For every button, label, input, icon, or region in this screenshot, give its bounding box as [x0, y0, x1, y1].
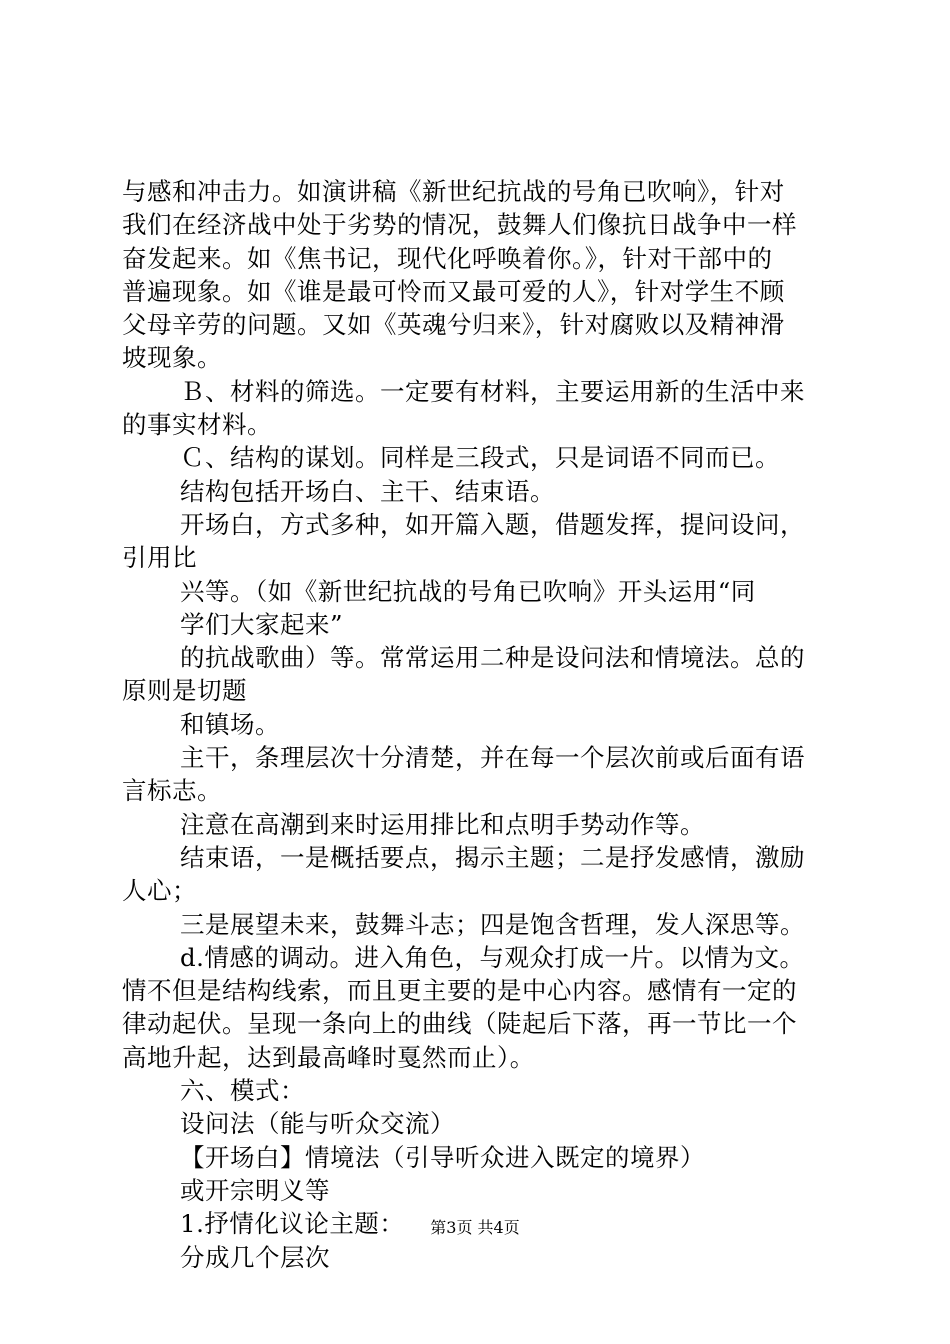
- text-line-6: 坡现象。: [122, 343, 222, 373]
- text-line-15: 的抗战歌曲）等。常常运用二种是设问法和情境法。总的: [180, 643, 805, 673]
- text-line-1: 与感和冲击力。如演讲稿《新世纪抗战的号角已吹响》，针对: [122, 177, 785, 206]
- text-line-23: 三是展望未来，鼓舞斗志；四是饱含哲理，发人深思等。: [180, 909, 805, 939]
- text-line-7: Ｂ、材料的筛选。一定要有材料，主要运用新的生活中来: [180, 376, 805, 406]
- text-line-10: 结构包括开场白、主干、结束语。: [180, 476, 555, 506]
- text-line-27: 高地升起，达到最高峰时戛然而止）。: [122, 1042, 535, 1072]
- text-line-32: 1.抒情化议论主题：: [180, 1209, 405, 1239]
- text-line-24: d.情感的调动。进入角色，与观众打成一片。以情为文。: [180, 942, 805, 972]
- text-line-17: 和镇场。: [180, 709, 280, 739]
- text-line-30: 【开场白】情境法（引导听众进入既定的境界）: [180, 1142, 705, 1172]
- text-line-13: 兴等。（如《新世纪抗战的号角已吹响》开头运用“同: [180, 576, 756, 606]
- text-line-3: 奋发起来。如《焦书记，现代化呼唤着你。》，针对干部中的: [122, 243, 773, 273]
- text-line-9: Ｃ、结构的谋划。同样是三段式，只是词语不同而已。: [180, 443, 780, 473]
- text-line-21: 结束语，一是概括要点，揭示主题；二是抒发感情，激励: [180, 842, 805, 872]
- text-line-2: 我们在经济战中处于劣势的情况，鼓舞人们像抗日战争中一样: [122, 210, 797, 240]
- text-line-16: 原则是切题: [122, 676, 247, 706]
- text-line-12: 引用比: [122, 543, 197, 573]
- page-footer: 第3页 共4页: [430, 1218, 520, 1237]
- text-line-11: 开场白，方式多种，如开篇入题，借题发挥，提问设问，: [180, 509, 805, 539]
- text-line-19: 言标志。: [122, 776, 222, 806]
- text-line-33: 分成几个层次: [180, 1242, 330, 1272]
- text-line-14: 学们大家起来”: [180, 609, 344, 639]
- text-line-5: 父母辛劳的问题。又如《英魂兮归来》，针对腐败以及精神滑: [122, 310, 785, 340]
- text-line-20: 注意在高潮到来时运用排比和点明手势动作等。: [180, 809, 705, 839]
- text-line-8: 的事实材料。: [122, 410, 272, 440]
- text-line-29: 设问法（能与听众交流）: [180, 1109, 455, 1139]
- document-body: [122, 175, 842, 1274]
- text-line-4: 普遍现象。如《谁是最可怜而又最可爱的人》，针对学生不顾: [122, 276, 785, 306]
- text-line-22: 人心；: [122, 876, 197, 906]
- text-line-25: 情不但是结构线索，而且更主要的是中心内容。感情有一定的: [122, 976, 797, 1006]
- text-line-31: 或开宗明义等: [180, 1175, 330, 1205]
- text-line-28: 六、模式：: [180, 1076, 305, 1106]
- text-line-18: 主干，条理层次十分清楚，并在每一个层次前或后面有语: [180, 743, 805, 773]
- text-line-26: 律动起伏。呈现一条向上的曲线（陡起后下落，再一节比一个: [122, 1009, 797, 1039]
